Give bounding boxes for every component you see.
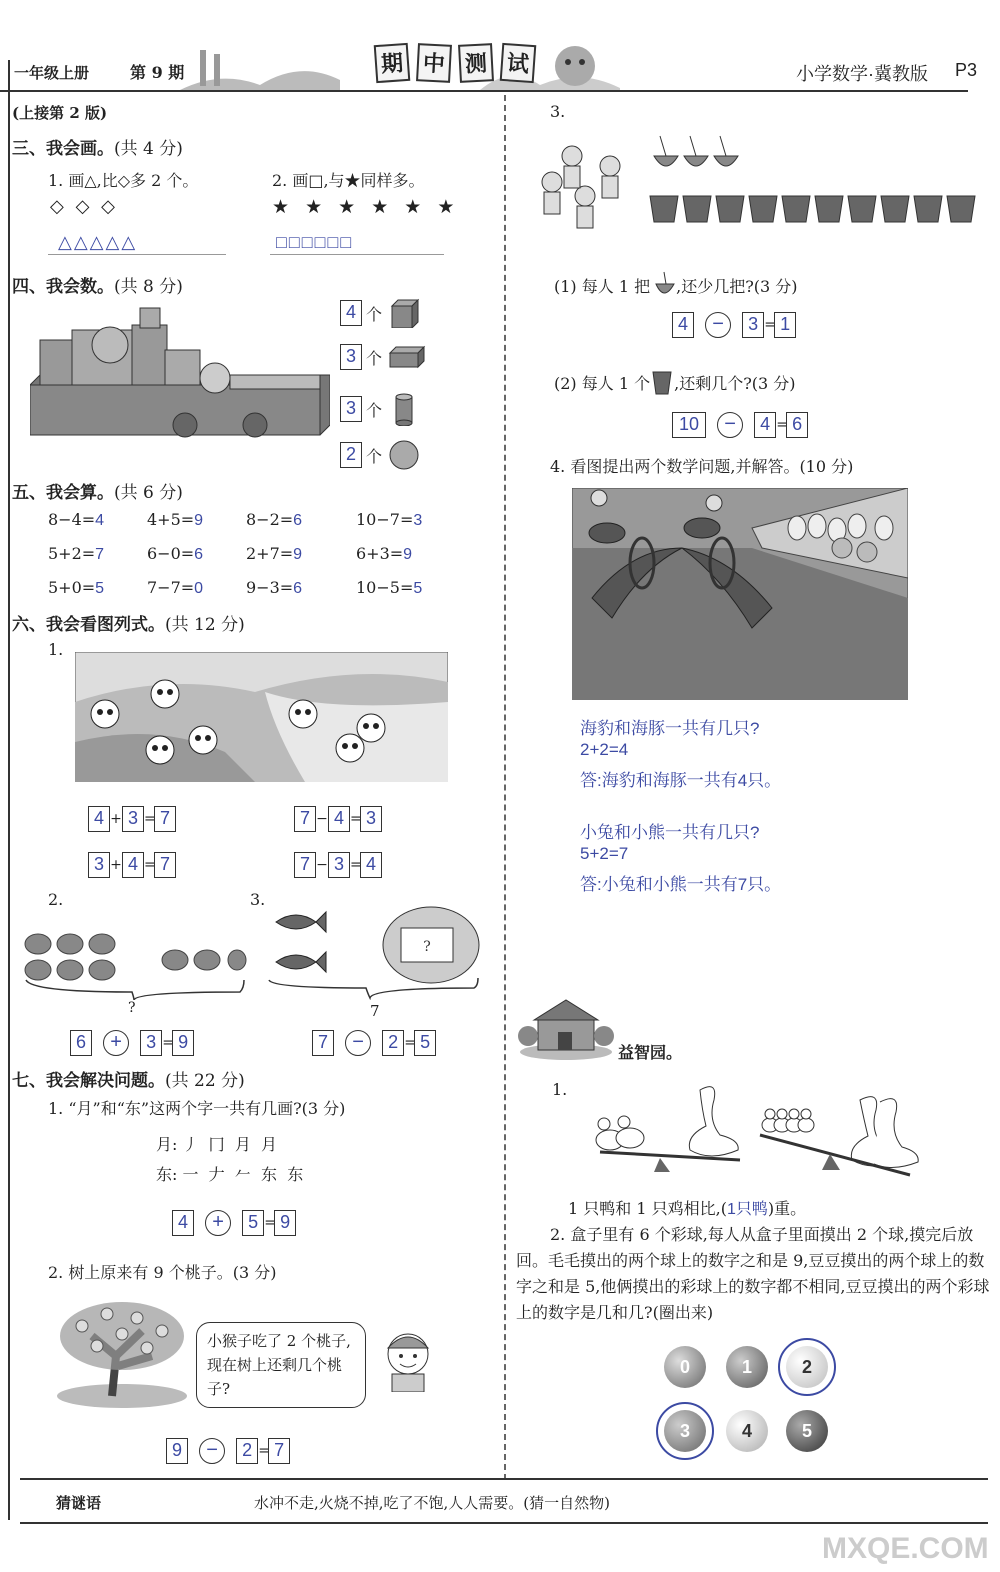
subject-label: 小学数学·冀教版 xyxy=(796,64,928,84)
puzzle-q2-text: 2. 盒子里有 6 个彩球,每人从盒子里面摸出 2 个球,摸完后放回。毛毛摸出的两个球上的数字之和是 9,豆豆摸出的两个球上的数字之和是 5,他俩摸出的彩球上的数字都不相同,豆豆摸出的两个彩球上的数字是几和几?(圈出来) xyxy=(516,1225,990,1322)
calc-item xyxy=(356,510,456,544)
r4-answer-1-answer: 答:海豹和海豚一共有4只。 xyxy=(580,771,782,790)
s3-q2-answer: □□□□□□ xyxy=(276,232,354,252)
r3-q2-text: (2) 每人 1 个 xyxy=(554,373,651,393)
count-row-prisms xyxy=(340,344,426,370)
calc-item xyxy=(356,578,456,612)
s6-eq2 xyxy=(294,806,382,832)
unit-label: 个 xyxy=(366,348,383,368)
section-4-points: (共 8 分) xyxy=(114,277,183,297)
broom-icon xyxy=(650,270,676,300)
section-6-points: (共 12 分) xyxy=(165,615,245,635)
s7-eq1 xyxy=(172,1210,296,1236)
cuboid-icon xyxy=(386,345,426,369)
eq-num: 4 xyxy=(328,806,350,832)
calc-row xyxy=(48,578,456,612)
calc-question: 8−4= xyxy=(48,510,96,529)
s6-q2-number: 2. xyxy=(48,890,64,909)
eq-num: 3 xyxy=(140,1030,162,1056)
eq-num: 10 xyxy=(672,412,706,438)
calc-question: 6+3= xyxy=(356,544,404,563)
panda-scene-image xyxy=(75,652,448,782)
calc-item xyxy=(48,578,147,612)
calc-answer: 9 xyxy=(403,546,413,563)
r3-q1 xyxy=(554,270,798,300)
s3-q1-diamonds: ◇ ◇ ◇ xyxy=(50,196,118,217)
s6-eq1 xyxy=(88,806,176,832)
calc-answer: 5 xyxy=(413,580,423,597)
calc-answer: 0 xyxy=(194,580,204,597)
eq-num: 9 xyxy=(166,1438,188,1464)
eq-num: 4 xyxy=(172,1210,194,1236)
count-row-cubes xyxy=(340,298,420,328)
seesaw-ducks-chickens-image xyxy=(590,1080,920,1180)
eggs-image xyxy=(22,930,247,1000)
calc-item xyxy=(48,544,147,578)
section-5-points: (共 6 分) xyxy=(114,483,183,503)
bucket-row xyxy=(650,196,975,222)
eq-num: 1 xyxy=(774,312,796,338)
grade-label: 一年级上册 xyxy=(14,64,90,82)
s6-q3-number: 3. xyxy=(250,890,266,909)
eq-op: + xyxy=(110,811,122,827)
unit-label: 个 xyxy=(366,400,383,420)
eq-op-circle: − xyxy=(705,312,731,338)
eq-num: 3 xyxy=(328,852,350,878)
riddle-text: 水冲不走,火烧不掉,吃了不饱,人人需要。(猜一自然物) xyxy=(254,1494,611,1512)
section-5-title xyxy=(12,478,183,503)
s3-q2-stars: ★ ★ ★ ★ ★ ★ xyxy=(272,196,460,218)
issue-label: 第 9 期 xyxy=(130,63,185,82)
s3-q1-text: 1. 画△,比◇多 2 个。 xyxy=(48,171,199,190)
r4-answer-2-answer: 答:小兔和小熊一共有7只。 xyxy=(580,875,782,894)
continued-note: (上接第 2 版) xyxy=(12,104,108,122)
title-banner xyxy=(375,44,535,82)
s6-eq5 xyxy=(70,1030,194,1056)
calc-question: 5+2= xyxy=(48,544,96,563)
eq-op: − xyxy=(316,857,328,873)
ball-5: 5 xyxy=(786,1410,828,1452)
calc-question: 6−0= xyxy=(147,544,195,563)
puzzle-garden-castle-icon xyxy=(518,996,614,1060)
ball-2-circle-mark xyxy=(778,1338,836,1396)
title-char-1: 期 xyxy=(374,43,411,83)
count-cube-answer: 4 xyxy=(340,300,362,326)
yue-label: 月: xyxy=(156,1135,178,1154)
r3-q2 xyxy=(554,368,796,396)
s7-q1-text: 1. “月”和“东”这两个字一共有几画?(3 分) xyxy=(48,1099,346,1118)
calc-question: 4+5= xyxy=(147,510,195,529)
ball-2: 2 xyxy=(786,1346,828,1388)
calc-question: 10−7= xyxy=(356,510,414,529)
ball-4: 4 xyxy=(726,1410,768,1452)
s6-eq3 xyxy=(88,852,176,878)
section-3-points: (共 4 分) xyxy=(114,139,183,159)
eq-num: 7 xyxy=(154,806,176,832)
r3-eq2 xyxy=(672,412,808,438)
eq-num: 7 xyxy=(294,852,316,878)
count-row-cylinders xyxy=(340,392,420,426)
cylinder-icon xyxy=(386,392,420,426)
eq-num: 9 xyxy=(274,1210,296,1236)
title-char-3: 测 xyxy=(458,43,494,83)
section-7-title xyxy=(12,1066,245,1091)
eq-sign: = xyxy=(264,1215,276,1231)
section-6-heading: 六、我会看图列式。 xyxy=(12,615,165,635)
puzzle-q1-number: 1. xyxy=(552,1080,568,1099)
s6-q1-number: 1. xyxy=(48,640,64,659)
puzzle-q1-text-2: )重。 xyxy=(767,1199,807,1218)
title-char-2: 中 xyxy=(416,43,452,83)
s6-q3-total: 7 xyxy=(370,1002,380,1020)
calc-answer: 5 xyxy=(95,580,105,597)
eq-sign: = xyxy=(404,1035,416,1051)
calc-item xyxy=(48,510,147,544)
s6-eq4 xyxy=(294,852,382,878)
eq-num: 5 xyxy=(242,1210,264,1236)
count-cylinder-answer: 3 xyxy=(340,396,362,422)
eq-num: 7 xyxy=(312,1030,334,1056)
eq-num: 7 xyxy=(268,1438,290,1464)
eq-num: 4 xyxy=(122,852,144,878)
calc-item xyxy=(147,510,246,544)
unit-label: 个 xyxy=(366,304,383,324)
calc-question: 9−3= xyxy=(246,578,294,597)
eq-num: 4 xyxy=(754,412,776,438)
section-4-title xyxy=(12,272,183,297)
yue-strokes: 丿 冂 月 月 xyxy=(182,1135,278,1154)
r4-answer-1-equation: 2+2=4 xyxy=(580,740,629,759)
dong-strokes: 一 𠂇 𠂉 东 东 xyxy=(182,1165,304,1184)
r4-answer-1-question: 海豹和海豚一共有几只? xyxy=(580,719,760,738)
calc-row xyxy=(48,544,456,578)
bucket-icon xyxy=(650,368,674,396)
eq-sign: = xyxy=(258,1443,270,1459)
eq-num: 2 xyxy=(236,1438,258,1464)
monkey-speech-bubble: 小猴子吃了 2 个桃子,现在树上还剩几个桃子? xyxy=(196,1322,366,1408)
section-6-title xyxy=(12,610,245,635)
eq-num: 3 xyxy=(122,806,144,832)
section-5-heading: 五、我会算。 xyxy=(12,483,114,503)
eq-op-circle: + xyxy=(205,1210,231,1236)
eq-num: 5 xyxy=(414,1030,436,1056)
section-3-heading: 三、我会画。 xyxy=(12,139,114,159)
calc-item xyxy=(147,544,246,578)
eq-num: 3 xyxy=(742,312,764,338)
calc-item xyxy=(246,578,356,612)
eq-num: 7 xyxy=(154,852,176,878)
calc-answer: 9 xyxy=(194,512,204,529)
footer-bar xyxy=(20,1478,988,1524)
page-number: P3 xyxy=(955,60,978,80)
fish-bowl-image xyxy=(266,900,481,1000)
eq-num: 4 xyxy=(88,806,110,832)
r3-q1-text-2: ,还少几把?(3 分) xyxy=(676,276,798,296)
peach-tree-image xyxy=(52,1296,192,1411)
s3-q2-underline xyxy=(270,254,444,255)
section-7-heading: 七、我会解决问题。 xyxy=(12,1071,165,1091)
eq-op-circle: − xyxy=(717,412,743,438)
section-4-heading: 四、我会数。 xyxy=(12,277,114,297)
header-rule xyxy=(0,90,968,92)
children-brooms-buckets-image xyxy=(530,126,980,242)
eq-num: 6 xyxy=(786,412,808,438)
calc-answer: 6 xyxy=(194,546,204,563)
puzzle-q1-text: 1 只鸭和 1 只鸡相比,( xyxy=(568,1199,727,1218)
r3-number: 3. xyxy=(550,102,566,121)
ball-3: 3 xyxy=(664,1410,706,1452)
calc-answer: 6 xyxy=(293,580,303,597)
unit-label: 个 xyxy=(366,446,383,466)
r3-q2-text-2: ,还剩几个?(3 分) xyxy=(674,373,796,393)
eq-num: 9 xyxy=(172,1030,194,1056)
eq-op-circle: + xyxy=(103,1030,129,1056)
watermark: MXQE.COM xyxy=(822,1532,989,1565)
calc-item xyxy=(147,578,246,612)
eq-num: 4 xyxy=(672,312,694,338)
stroke-row-dong xyxy=(156,1162,303,1185)
eq-op-circle: − xyxy=(345,1030,371,1056)
calc-item xyxy=(246,510,356,544)
calc-question: 10−5= xyxy=(356,578,414,597)
section-3-title xyxy=(12,134,183,159)
aquarium-show-image xyxy=(572,488,908,700)
riddle-label: 猜谜语 xyxy=(56,1494,102,1512)
s3-q1-underline xyxy=(48,254,226,255)
calc-question: 7−7= xyxy=(147,578,195,597)
cube-icon xyxy=(386,298,420,328)
section-7-points: (共 22 分) xyxy=(165,1071,245,1091)
puzzle-q1-sentence xyxy=(568,1196,806,1219)
ball-0: 0 xyxy=(664,1346,706,1388)
eq-num: 3 xyxy=(360,806,382,832)
eq-sign: = xyxy=(350,857,362,873)
ball-1: 1 xyxy=(726,1346,768,1388)
eq-sign: = xyxy=(144,857,156,873)
left-margin-rule xyxy=(8,60,10,1520)
puzzle-title: 益智园。 xyxy=(618,1043,683,1062)
s3-q1-answer: △△△△△ xyxy=(58,232,138,252)
eq-sign: = xyxy=(144,811,156,827)
calc-question: 5+0= xyxy=(48,578,96,597)
eq-num: 2 xyxy=(382,1030,404,1056)
calc-question: 8−2= xyxy=(246,510,294,529)
calc-answer: 9 xyxy=(293,546,303,563)
r4-answer-2-equation: 5+2=7 xyxy=(580,844,629,863)
eq-op: − xyxy=(316,811,328,827)
calc-row xyxy=(48,510,456,544)
calc-question: 2+7= xyxy=(246,544,294,563)
block-train-image xyxy=(30,300,330,440)
fish-bowl-question-mark: ? xyxy=(423,939,431,955)
calc-answer: 4 xyxy=(95,512,105,529)
count-sphere-answer: 2 xyxy=(340,442,362,468)
eq-num: 3 xyxy=(88,852,110,878)
s6-q2-question-mark: ? xyxy=(128,1000,136,1016)
r3-eq1 xyxy=(672,312,796,338)
r4-answer-2-question: 小兔和小熊一共有几只? xyxy=(580,823,760,842)
eq-sign: = xyxy=(162,1035,174,1051)
s7-q2-text: 2. 树上原来有 9 个桃子。(3 分) xyxy=(48,1263,277,1282)
boy-avatar xyxy=(378,1326,438,1392)
eq-op: + xyxy=(110,857,122,873)
r4-title: 4. 看图提出两个数学问题,并解答。(10 分) xyxy=(550,457,854,476)
calc-answer: 7 xyxy=(95,546,105,563)
calc-answer: 3 xyxy=(413,512,423,529)
s6-eq6 xyxy=(312,1030,436,1056)
title-char-4: 试 xyxy=(500,43,537,83)
r3-q1-text: (1) 每人 1 把 xyxy=(554,276,651,296)
ball-3-circle-mark xyxy=(656,1402,714,1460)
eq-sign: = xyxy=(764,317,776,333)
s7-eq2 xyxy=(166,1438,290,1464)
eq-op-circle: − xyxy=(199,1438,225,1464)
stroke-row-yue xyxy=(156,1132,277,1155)
eq-num: 7 xyxy=(294,806,316,832)
eq-num: 6 xyxy=(70,1030,92,1056)
eq-num: 4 xyxy=(360,852,382,878)
sphere-icon xyxy=(386,438,420,472)
column-divider xyxy=(504,95,506,1480)
calc-item xyxy=(356,544,456,578)
calc-answer: 6 xyxy=(293,512,303,529)
eq-sign: = xyxy=(350,811,362,827)
puzzle-q1-answer: 1只鸭 xyxy=(726,1201,768,1218)
s3-q2-text: 2. 画□,与★同样多。 xyxy=(272,171,425,190)
calc-grid xyxy=(48,510,456,612)
calc-item xyxy=(246,544,356,578)
count-prism-answer: 3 xyxy=(340,344,362,370)
dong-label: 东: xyxy=(156,1165,178,1184)
count-row-spheres xyxy=(340,438,420,472)
eq-sign: = xyxy=(776,417,788,433)
